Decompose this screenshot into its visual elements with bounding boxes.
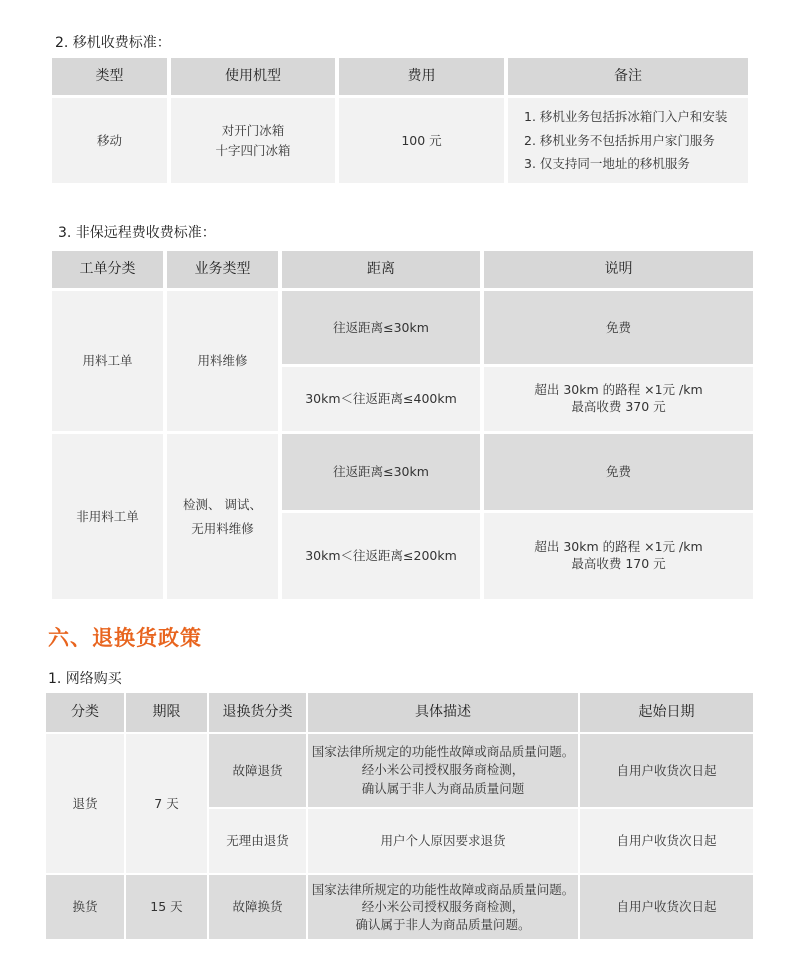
header-desc: 说明 [484,251,753,288]
business-line: 无用料维修 [191,520,254,536]
section2-title: 2. 移机收费标准： [55,35,171,51]
desc-line: 超出 30km 的路程 ×1元 /km [534,539,703,555]
header-description: 具体描述 [308,693,578,732]
remote-fee-table [52,251,753,599]
cell-start-date: 自用户收货次日起 [580,734,753,807]
cell-return-type: 无理由退货 [209,809,306,873]
desc-line: 超出 30km 的路程 ×1元 /km [534,382,703,398]
header-models: 使用机型 [171,58,335,95]
return-policy-table [46,693,753,939]
header-return-type: 退换货分类 [209,693,306,732]
note-line: 1. 移机业务包括拆冰箱门入户和安装 [524,108,728,124]
desc-line: 免费 [605,464,631,480]
cell-distance: 往返距离≤30km [282,291,480,364]
model-line: 十字四门冰箱 [215,142,291,158]
cell-models [171,98,335,183]
cell-business [167,291,278,431]
desc-line: 确认属于非人为商品质量问题。 [355,916,531,932]
cell-desc [484,513,753,599]
desc-line: 免费 [605,319,631,335]
desc-line: 经小米公司授权服务商检测， [361,762,525,778]
cell-type: 移动 [52,98,167,183]
desc-line: 国家法律所规定的功能性故障或商品质量问题。 [311,744,575,760]
cell-category: 退货 [46,734,124,873]
cell-business [167,434,278,599]
cell-description [308,875,578,939]
cell-notes [508,98,748,183]
header-fee: 费用 [339,58,504,95]
cell-desc [484,291,753,364]
header-period: 期限 [126,693,207,732]
section3-title: 3. 非保远程费收费标准： [58,225,216,241]
cell-return-type: 故障退货 [209,734,306,807]
cell-category: 用料工单 [52,291,163,431]
cell-desc [484,367,753,431]
desc-line: 确认属于非人为商品质量问题 [361,780,525,796]
cell-description [308,734,578,807]
header-start-date: 起始日期 [580,693,753,732]
header-category: 工单分类 [52,251,163,288]
note-line: 3. 仅支持同一地址的移机服务 [524,156,690,172]
cell-return-type: 故障换货 [209,875,306,939]
desc-line: 经小米公司授权服务商检测， [361,899,525,915]
cell-fee: 100 元 [339,98,504,183]
header-category: 分类 [46,693,124,732]
note-line: 2. 移机业务不包括拆用户家门服务 [524,132,715,148]
relocation-fee-table [52,58,748,183]
policy-subtitle: 1. 网络购买 [48,671,122,687]
desc-line: 最高收费 370 元 [571,399,666,414]
cell-start-date: 自用户收货次日起 [580,809,753,873]
cell-period: 7 天 [126,734,207,873]
business-line: 用料维修 [197,353,248,369]
cell-category: 非用料工单 [52,434,163,599]
cell-category: 换货 [46,875,124,939]
policy-heading: 六、退换货政策 [48,626,202,650]
model-line: 对开门冰箱 [221,123,285,139]
header-business: 业务类型 [167,251,278,288]
desc-line: 最高收费 170 元 [571,556,666,571]
cell-distance: 30km＜往返距离≤200km [282,513,480,599]
business-line: 检测、 调试、 [183,496,262,512]
cell-start-date: 自用户收货次日起 [580,875,753,939]
cell-distance: 30km＜往返距离≤400km [282,367,480,431]
cell-desc [484,434,753,510]
header-distance: 距离 [282,251,480,288]
cell-description [308,809,578,873]
cell-distance: 往返距离≤30km [282,434,480,510]
desc-line: 用户个人原因要求退货 [380,833,506,849]
desc-line: 国家法律所规定的功能性故障或商品质量问题。 [311,881,575,897]
header-type: 类型 [52,58,167,95]
cell-period: 15 天 [126,875,207,939]
header-notes: 备注 [508,58,748,95]
